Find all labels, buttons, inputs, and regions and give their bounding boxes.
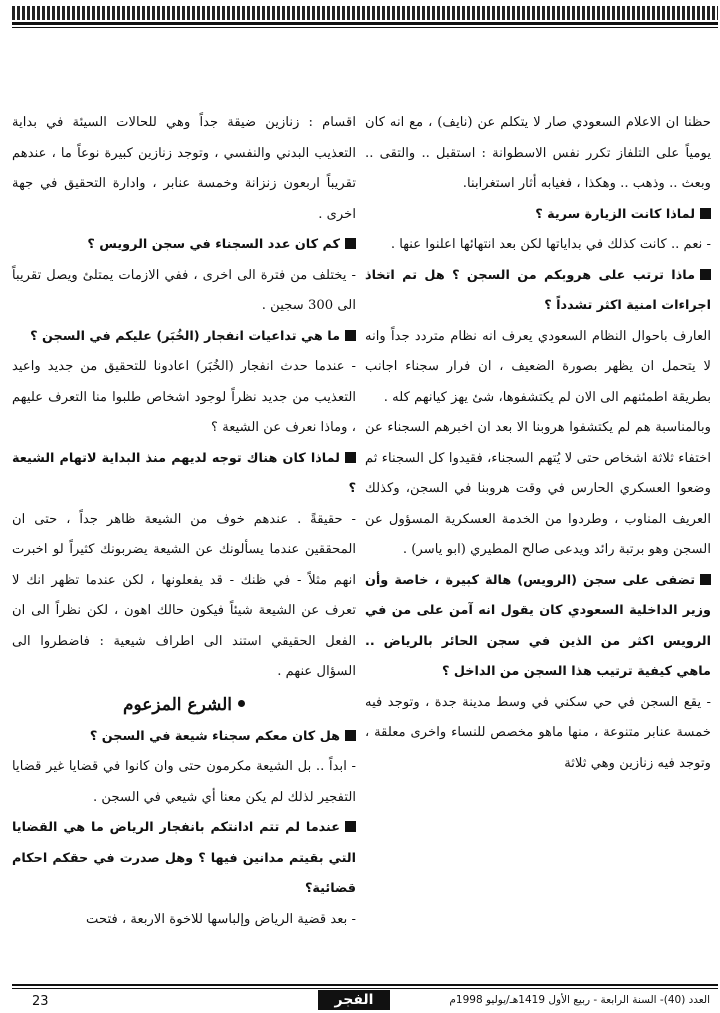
- interview-question: [365, 566, 711, 688]
- interview-question: [12, 322, 356, 353]
- left-column: [12, 108, 356, 935]
- question-text: عندما لم تتم ادانتكم بانفجار الرياض ما هي القضايا التي بقيتم مدانين فيها ؟ وهل صدرت في حقكم احكام قضائية؟: [12, 820, 356, 896]
- question-text: تضفى على سجن (الرويس) هالة كبيرة ، خاصة وأن وزير الداخلية السعودي كان يقول انه آمن على من في الرويس اكثر من الذين في سجن الحائر بالرياض .. ماهي كيفية ترتيب هذا السجن من الداخل ؟: [365, 572, 711, 679]
- header-stripe-bar: [12, 6, 718, 20]
- square-bullet-icon: [345, 730, 356, 741]
- square-bullet-icon: [700, 574, 711, 585]
- footer-rule: [12, 984, 718, 986]
- body-paragraph: - يختلف من فترة الى اخرى ، ففي الازمات يمتلئ ويصل تقريباً الى 300 سجين .: [12, 267, 356, 313]
- heading-text: الشرع المزعوم: [122, 694, 233, 715]
- square-bullet-icon: [700, 208, 711, 219]
- square-bullet-icon: [345, 821, 356, 832]
- interview-question: [12, 444, 356, 505]
- square-bullet-icon: [700, 269, 711, 280]
- issue-info: العدد (40)- السنة الرابعة - ربيع الأول 1419هـ/يوليو 1998م: [449, 994, 710, 1006]
- question-text: ماذا ترتب على هروبكم من السجن ؟ هل تم اتخاذ اجراءات امنية اكثر تشدداً ؟: [365, 267, 711, 313]
- question-text: كم كان عدد السجناء في سجن الرويس ؟: [87, 237, 340, 252]
- interview-question: [12, 722, 356, 753]
- body-paragraph: - بعد قضية الرياض وإلباسها للاخوة الاربعة ، فتحت: [86, 911, 356, 927]
- interview-question: [365, 261, 711, 322]
- right-column: [365, 108, 711, 779]
- square-bullet-icon: [345, 330, 356, 341]
- header-rule: [12, 22, 718, 25]
- body-paragraph: وبالمناسبة هم لم يكتشفوا هروبنا الا بعد ان اخبرهم السجناء عن اختفاء ثلاثة اشخاص حتى لا يُتهم السجناء، فقيدوا كل السجناء ثم وضعوا العسكري الحارس في وقت هروبنا في السجن، وكذلك العريف المناوب ، وطردوا من الخدمة العسكرية المسؤول عن السجن وهو برتبة رائد ويدعى صالح المطيري (ابو ياسر) .: [365, 420, 711, 557]
- header-rule-thin: [12, 27, 718, 28]
- bullet-dot-icon: [238, 700, 245, 707]
- body-paragraph: العارف باحوال النظام السعودي يعرف انه نظام متردد جداً وانه لا يتحمل ان يظهر بصورة الضعيف ، ان فرار سجناء اجانب بطريقة اطمئنهم الى الان لم يكتشفوها، شئ يهز كيانهم كله .: [365, 328, 711, 405]
- question-text: هل كان معكم سجناء شيعة في السجن ؟: [89, 728, 340, 744]
- square-bullet-icon: [345, 452, 356, 463]
- body-paragraph: - نعم .. كانت كذلك في بداياتها لكن بعد انتهائها اعلنوا عنها .: [390, 237, 711, 252]
- interview-question: [12, 230, 356, 261]
- interview-question: [12, 813, 356, 905]
- question-text: لماذا كانت الزيارة سرية ؟: [535, 206, 695, 222]
- body-paragraph: - حقيقةً . عندهم خوف من الشيعة ظاهر جداً ، حتى ان المحققين عندما يسألونك عن الشيعة يضربونك كثيراً لو اخبرت انهم مثلاً - في ظنك - قد يفعلونها ، لكن عندما تظهر انك لا تعرف عن الشيعة شيئاً فيكون حالك اهون ، لكن نظراً الى ان الفعل الحقيقي استند الى اطراف شيعية : فاضطروا الى السؤال عنهم .: [12, 511, 356, 679]
- body-paragraph: - عندما حدث انفجار (الخُبَر) اعادونا للتحقيق من جديد واعيد التعذيب من جديد نظراً لوجود اشخاص طلبوا منا التعرف عليهم ، وماذا نعرف عن الشيعة ؟: [12, 359, 356, 435]
- body-paragraph: اقسام : زنازين ضيقة جداً وهي للحالات السيئة في بداية التعذيب البدني والنفسي ، وتوجد زنازين كبيرة نوعاً ما ، عندهم تقريباً اربعون زنزانة وخمسة عنابر ، وادارة التحقيق في جهة اخرى .: [12, 115, 356, 222]
- section-heading: [12, 688, 356, 722]
- interview-question: [365, 200, 711, 231]
- page-number: 23: [32, 994, 49, 1009]
- body-paragraph: - ابداً .. بل الشيعة مكرمون حتى وان كانوا في قضايا غير قضايا التفجير لذلك لم يكن معنا أي شيعي في السجن .: [12, 759, 356, 805]
- square-bullet-icon: [345, 238, 356, 249]
- footer-rule-thin: [12, 988, 718, 989]
- body-paragraph: - يقع السجن في حي سكني في وسط مدينة جدة ، وتوجد فيه خمسة عنابر متنوعة ، منها ماهو مخصص للنساء واخرى معلقة ، وتوجد فيه زنازين وهي ثلاثة: [365, 694, 711, 771]
- question-text: ما هي تداعيات انفجار (الخُبَر) عليكم في السجن ؟: [30, 328, 340, 344]
- body-paragraph: حظنا ان الاعلام السعودي صار لا يتكلم عن (نايف) ، مع انه كان يومياً على التلفاز تكرر نفس الاسطوانة : استقبل .. والتقى .. وبعث .. وذهب .. وهكذا ، فغيابه أثار استغرابنا.: [365, 115, 711, 191]
- magazine-logo: الفجر: [318, 990, 390, 1010]
- question-text: لماذا كان هناك توجه لديهم منذ البداية لاتهام الشيعة ؟: [12, 450, 356, 496]
